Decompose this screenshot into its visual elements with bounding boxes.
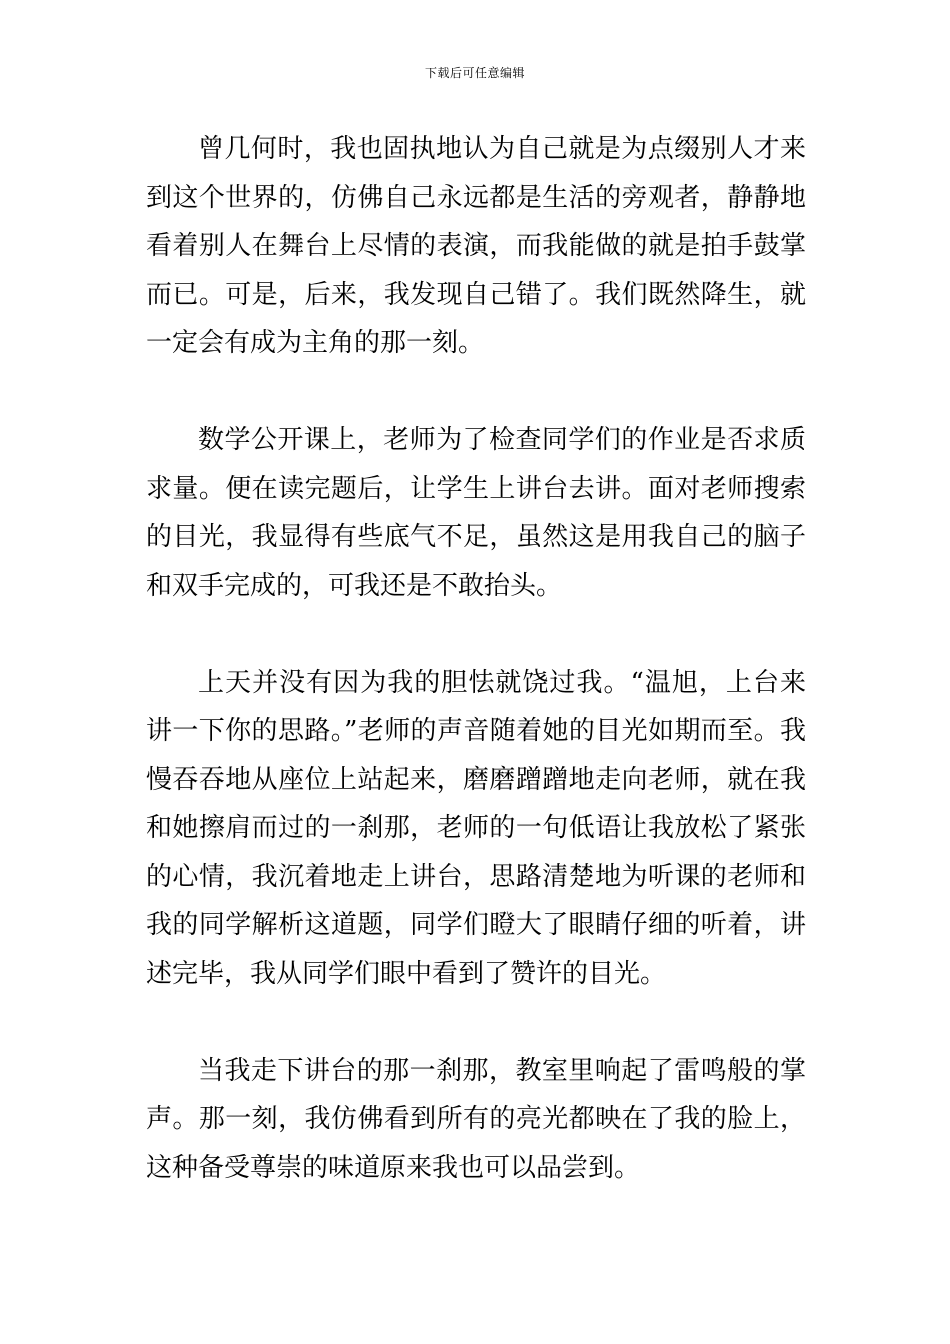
paragraph-2: 数学公开课上，老师为了检查同学们的作业是否求质求量。便在读完题后，让学生上讲台去讲。面对老师搜索的目光，我显得有些底气不足，虽然这是用我自己的脑子和双手完成的，可我还是不敢抬头。	[146, 425, 806, 601]
page-header-note: 下载后可任意编辑	[424, 66, 525, 80]
paragraph-1: 曾几何时，我也固执地认为自己就是为点缀别人才来到这个世界的，仿佛自己永远都是生活的旁观者，静静地看着别人在舞台上尽情的表演，而我能做的就是拍手鼓掌而已。可是，后来，我发现自己错了。我们既然降生，就一定会有成为主角的那一刻。	[146, 134, 806, 358]
paragraph-3: 上天并没有因为我的胆怯就饶过我。“温旭，上台来讲一下你的思路。”老师的声音随着她的目光如期而至。我慢吞吞地从座位上站起来，磨磨蹭蹭地走向老师，就在我和她擦肩而过的一刹那，老师的一句低语让我放松了紧张的心情，我沉着地走上讲台，思路清楚地为听课的老师和我的同学解析这道题，同学们瞪大了眼睛仔细的听着，讲述完毕，我从同学们眼中看到了赞许的目光。	[146, 667, 806, 989]
paragraph-4: 当我走下讲台的那一刹那，教室里响起了雷鸣般的掌声。那一刻，我仿佛看到所有的亮光都映在了我的脸上，这种备受尊崇的味道原来我也可以品尝到。	[146, 1055, 806, 1183]
document-body	[146, 125, 806, 1192]
